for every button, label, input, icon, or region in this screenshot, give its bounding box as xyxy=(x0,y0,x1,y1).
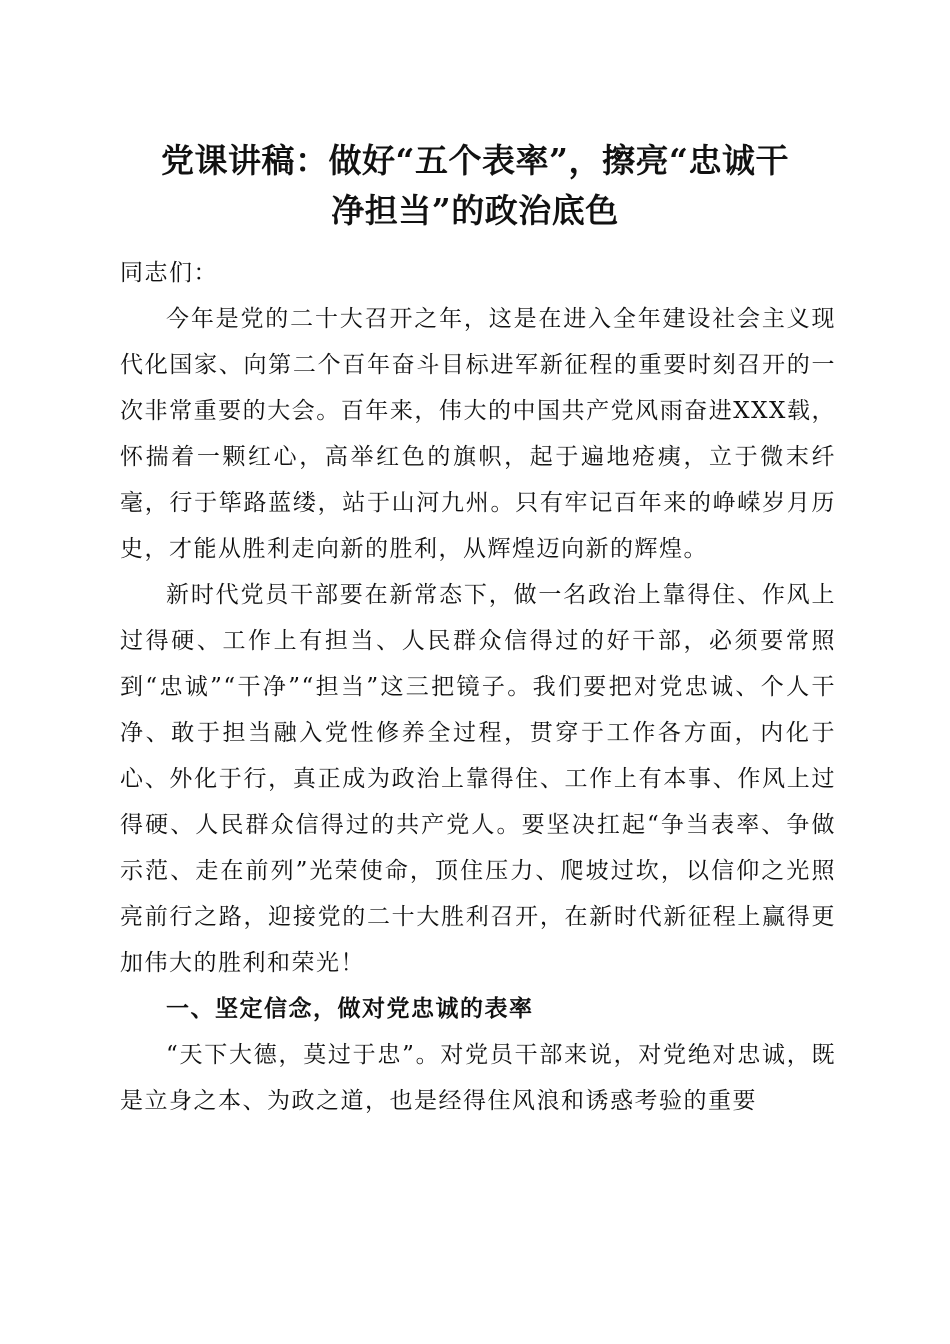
section-1-paragraph: “天下大德，莫过于忠”。对党员干部来说，对党绝对忠诚，既是立身之本、为政之道，也是经得住风浪和诱惑考验的重要 xyxy=(120,1042,836,1114)
document-body xyxy=(120,250,836,1124)
paragraph-intro: 今年是党的二十大召开之年，这是在进入全年建设社会主义现代化国家、向第二个百年奋斗目标进军新征程的重要时刻召开的一次非常重要的大会。百年来，伟大的中国共产党风雨奋进XXX载，怀揣着一颗红心，高举红色的旗帜，起于遍地疮痍，立于微末纤毫，行于筚路蓝缕，站于山河九州。只有牢记百年来的峥嵘岁月历史，才能从胜利走向新的胜利，从辉煌迈向新的辉煌。 xyxy=(120,306,836,562)
title-line-1: 党课讲稿：做好“五个表率”，擦亮“忠诚干 xyxy=(161,141,789,180)
document-title xyxy=(110,136,840,236)
section-1-heading: 一、坚定信念，做对党忠诚的表率 xyxy=(166,996,534,1022)
greeting: 同志们： xyxy=(120,260,218,286)
title-line-2: 净担当”的政治底色 xyxy=(331,191,619,230)
paragraph-requirements: 新时代党员干部要在新常态下，做一名政治上靠得住、作风上过得硬、工作上有担当、人民群众信得过的好干部，必须要常照到“忠诚”“干净”“担当”这三把镜子。我们要把对党忠诚、个人干净、敢于担当融入党性修养全过程，贯穿于工作各方面，内化于心、外化于行，真正成为政治上靠得住、工作上有本事、作风上过得硬、人民群众信得过的共产党人。要坚决扛起“争当表率、争做示范、走在前列”光荣使命，顶住压力、爬坡过坎，以信仰之光照亮前行之路，迎接党的二十大胜利召开，在新时代新征程上赢得更加伟大的胜利和荣光！ xyxy=(120,582,836,976)
